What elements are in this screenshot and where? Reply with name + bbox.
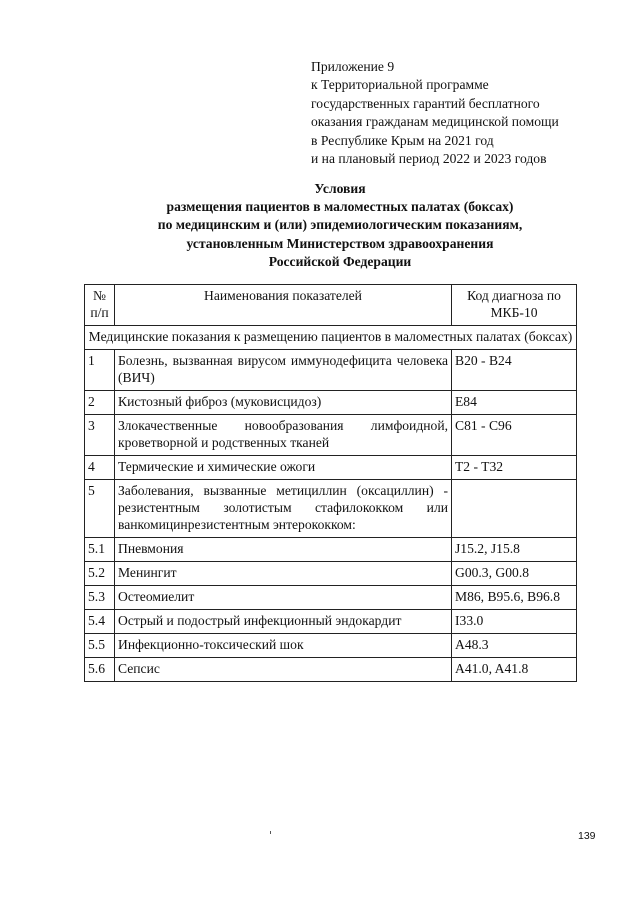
row-name: Менингит (115, 562, 452, 586)
row-name: Злокачественные новообразования лимфоидной, кроветворной и родственных тканей (115, 415, 452, 456)
page-number: 139 (578, 830, 596, 842)
table-row (85, 610, 577, 634)
row-number: 5.1 (85, 538, 115, 562)
appendix-reference (311, 58, 611, 168)
row-number: 5.4 (85, 610, 115, 634)
row-code: M86, B95.6, B96.8 (452, 586, 577, 610)
table-header-row (85, 285, 577, 326)
scan-mark (270, 831, 271, 834)
indications-table (84, 284, 577, 682)
section-row (85, 326, 577, 350)
row-name: Острый и подострый инфекционный эндокардит (115, 610, 452, 634)
heading-line: установленным Министерством здравоохранения (186, 235, 494, 251)
row-name: Сепсис (115, 658, 452, 682)
row-code (452, 480, 577, 538)
table-row (85, 538, 577, 562)
document-heading (60, 180, 620, 271)
row-number: 5.6 (85, 658, 115, 682)
row-number: 5 (85, 480, 115, 538)
row-name: Болезнь, вызванная вирусом иммунодефицита человека (ВИЧ) (115, 350, 452, 391)
table-row (85, 350, 577, 391)
heading-line: Условия (314, 181, 366, 196)
table-row (85, 562, 577, 586)
header-number: № п/п (85, 285, 115, 326)
row-name: Термические и химические ожоги (115, 456, 452, 480)
row-code: G00.3, G00.8 (452, 562, 577, 586)
row-number: 2 (85, 391, 115, 415)
heading-line: Российской Федерации (268, 253, 412, 269)
section-title: Медицинские показания к размещению пациентов в маломестных палатах (боксах) (85, 326, 577, 350)
row-number: 5.2 (85, 562, 115, 586)
table-row (85, 391, 577, 415)
appendix-line: оказания гражданам медицинской помощи (311, 114, 559, 130)
appendix-line: Приложение 9 (311, 59, 395, 74)
row-name: Кистозный фиброз (муковисцидоз) (115, 391, 452, 415)
row-number: 5.3 (85, 586, 115, 610)
appendix-line: и на плановый период 2022 и 2023 годов (311, 151, 547, 167)
row-number: 4 (85, 456, 115, 480)
row-name: Остеомиелит (115, 586, 452, 610)
header-code: Код диагноза по МКБ-10 (452, 285, 577, 326)
appendix-line: государственных гарантий бесплатного (311, 95, 540, 111)
row-code: I33.0 (452, 610, 577, 634)
row-code: C81 - C96 (452, 415, 577, 456)
row-code: A41.0, A41.8 (452, 658, 577, 682)
table-row (85, 480, 577, 538)
row-code: E84 (452, 391, 577, 415)
row-number: 5.5 (85, 634, 115, 658)
row-number: 1 (85, 350, 115, 391)
table-row (85, 456, 577, 480)
row-number: 3 (85, 415, 115, 456)
heading-line: размещения пациентов в маломестных палатах (боксах) (166, 199, 514, 215)
row-code: T2 - T32 (452, 456, 577, 480)
heading-line: по медицинским и (или) эпидемиологическим показаниям, (157, 217, 523, 233)
header-name: Наименования показателей (115, 285, 452, 326)
row-code: A48.3 (452, 634, 577, 658)
row-name: Заболевания, вызванные метициллин (оксациллин) - резистентным золотистым стафилококком или ванкомицинрезистентным энтерококком: (115, 480, 452, 538)
table-row (85, 634, 577, 658)
row-code: J15.2, J15.8 (452, 538, 577, 562)
row-name: Пневмония (115, 538, 452, 562)
table-row (85, 415, 577, 456)
appendix-line: к Территориальной программе (311, 77, 489, 93)
table-row (85, 658, 577, 682)
appendix-line: в Республике Крым на 2021 год (311, 132, 494, 148)
table-row (85, 586, 577, 610)
row-code: B20 - B24 (452, 350, 577, 391)
row-name: Инфекционно-токсический шок (115, 634, 452, 658)
